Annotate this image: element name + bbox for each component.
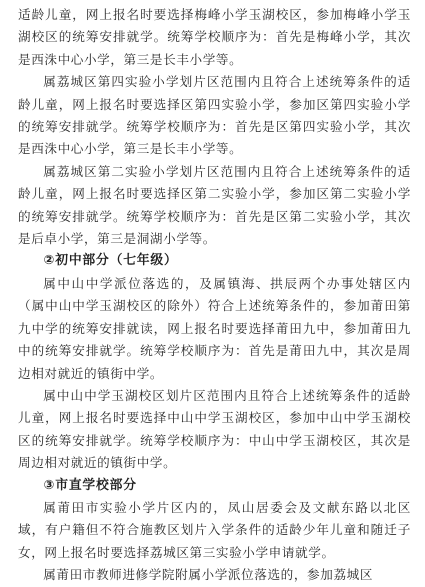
paragraph-zhongshan-ninth: 属中山中学派位落选的，及属镇海、拱辰两个办事处辖区内（属中山中学玉湖校区的除外）符合上述统筹条件的，参加莆田第九中学的统筹安排就读，网上报名时要选择莆田九中，参加莆田九中的统筹安排就学。统筹学校顺序为：首先是莆田九中，其次是周边相对就近的镇街中学。 — [18, 275, 411, 381]
paragraph-fourth-experimental: 属荔城区第四实验小学划片区范围内且符合上述统筹条件的适龄儿童，网上报名时要选择区第四实验小学，参加区第四实验小学的统筹安排就学。统筹学校顺序为：首先是区第四实验小学，其次是西洙中心小学，第三是长丰小学等。 — [18, 74, 411, 157]
section-heading-junior-high: ②初中部分（七年级） — [43, 253, 178, 269]
paragraph-meifeng-continued: 适龄儿童，网上报名时要选择梅峰小学玉湖校区，参加梅峰小学玉湖校区的统筹安排就学。统筹学校顺序为：首先是梅峰小学，其次是西洙中心小学，第三是长丰小学等。 — [18, 7, 411, 67]
paragraph-second-experimental: 属荔城区第二实验小学划片区范围内且符合上述统筹条件的适龄儿童，网上报名时要选择区第二实验小学，参加区第二实验小学的统筹安排就学。统筹学校顺序为：首先是区第二实验小学，其次是后卓小学，第三是洞湖小学等。 — [18, 163, 411, 247]
paragraph-putian-experimental: 属莆田市实验小学片区内的，凤山居委会及文献东路以北区域，有户籍但不符合施教区划片入学条件的适龄少年儿童和随迁子女，网上报名时要选择荔城区第三实验小学申请就学。 — [18, 499, 411, 560]
section-heading-municipal-schools: ③市直学校部分 — [43, 477, 137, 493]
paragraph-teacher-college-affiliated: 属莆田市教师进修学院附属小学派位落选的，参加荔城区 — [43, 567, 374, 583]
paragraph-zhongshan-yuhu: 属中山中学玉湖校区划片区范围内且符合上述统筹条件的适龄儿童，网上报名时要选择中山中学玉湖校区，参加中山中学玉湖校区的统筹安排就学。统筹学校顺序为：中山中学玉湖校区，其次是周边相对就近的镇街中学。 — [18, 387, 411, 471]
